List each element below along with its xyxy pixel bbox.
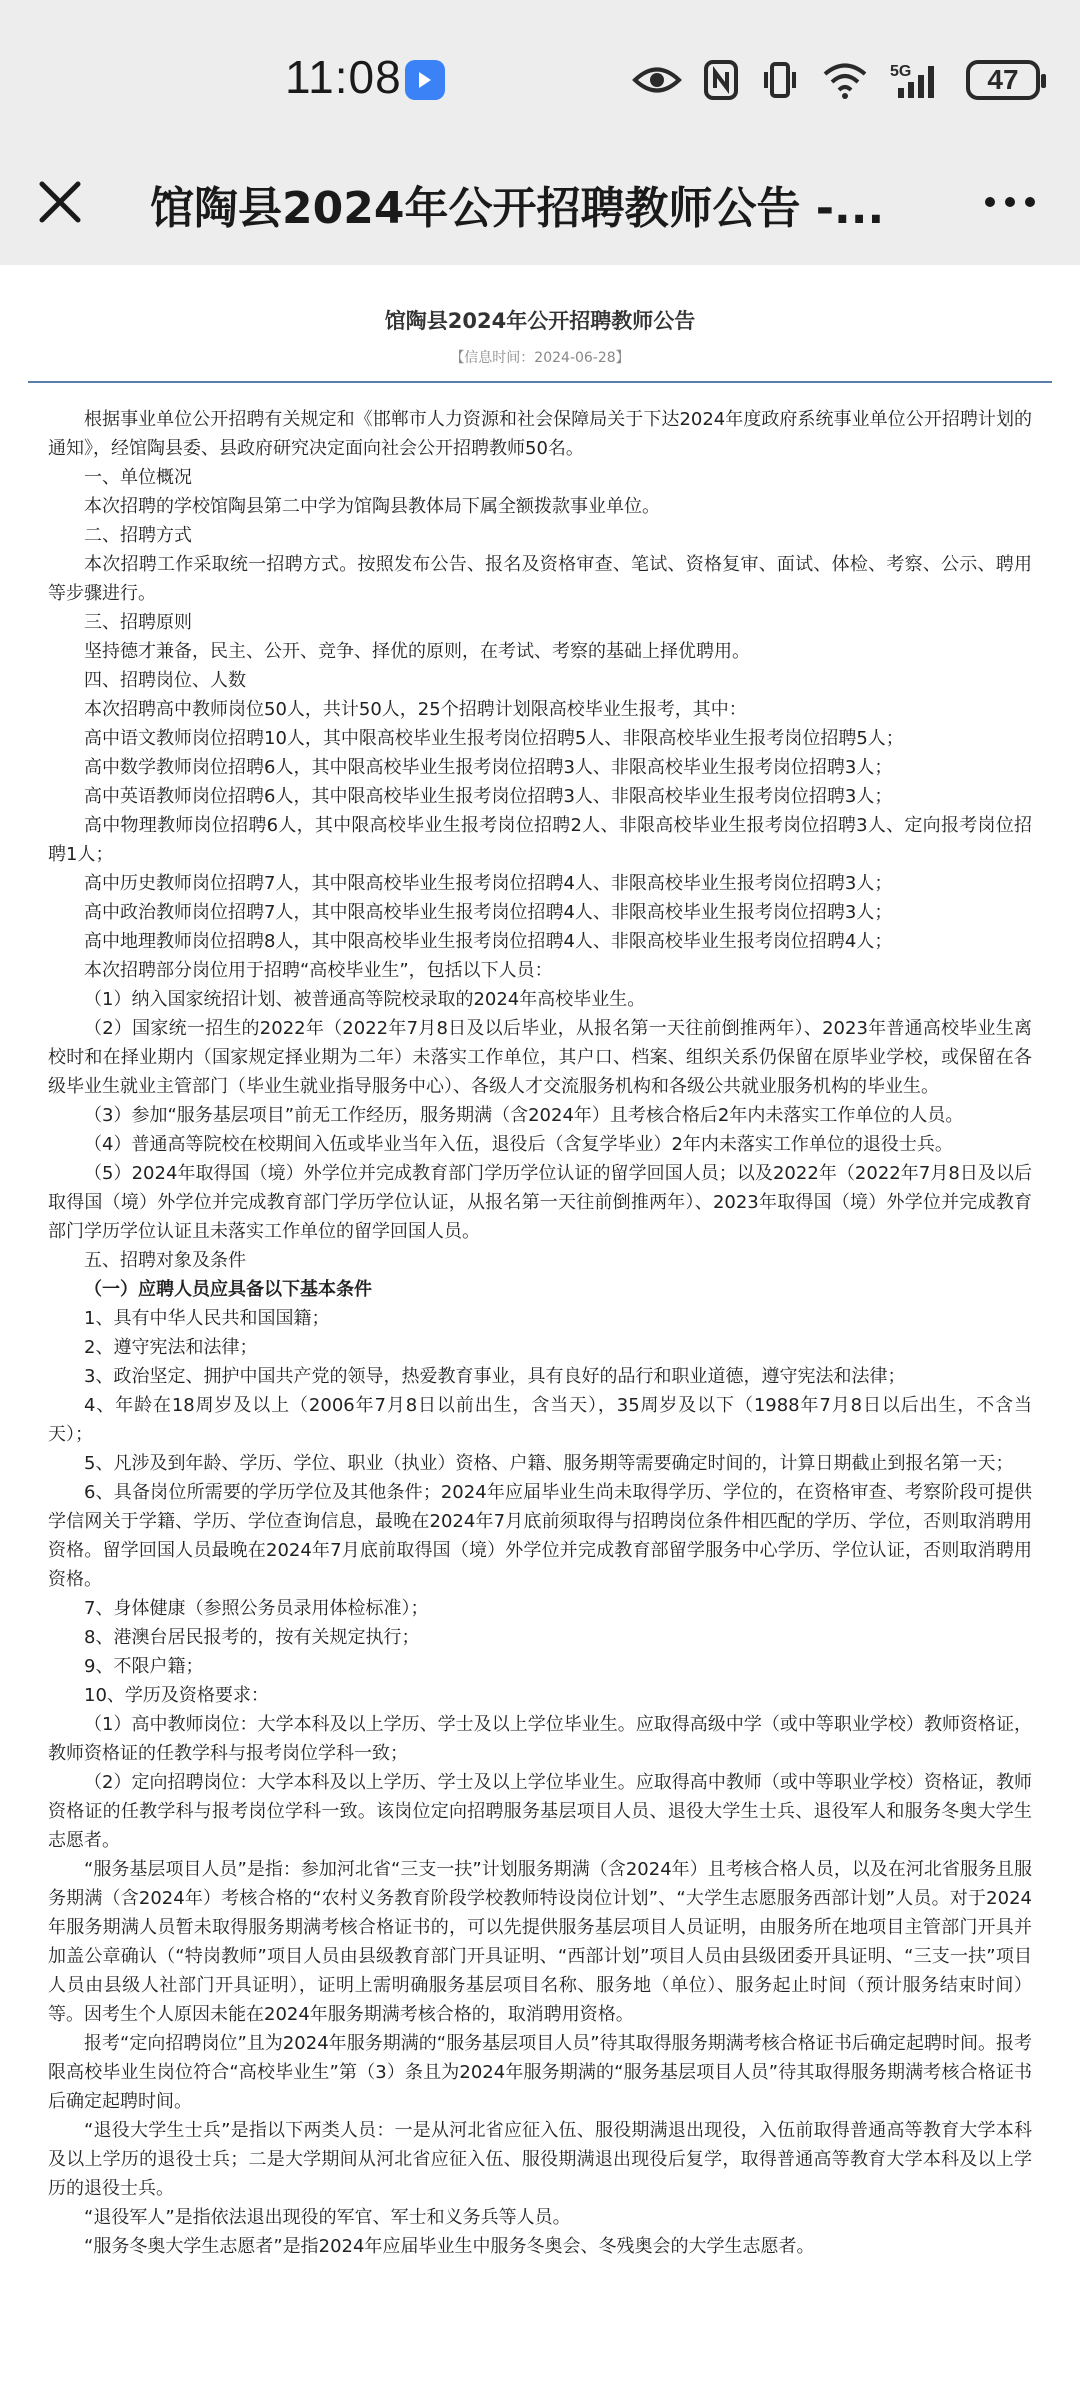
article-paragraph: 高中地理教师岗位招聘8人，其中限高校毕业生报考岗位招聘4人、非限高校毕业生报考岗位招聘4人； — [84, 931, 893, 952]
article-paragraph: 9、不限户籍； — [84, 1656, 204, 1677]
article-paragraph: 三、招聘原则 — [84, 612, 192, 633]
article-paragraph: 本次招聘部分岗位用于招聘“高校毕业生”，包括以下人员： — [84, 960, 553, 981]
article-paragraph: 7、身体健康（参照公务员录用体检标准）； — [84, 1598, 429, 1619]
article-paragraph: 10、学历及资格要求： — [84, 1685, 269, 1706]
article-paragraph: 8、港澳台居民报考的，按有关规定执行； — [84, 1627, 420, 1648]
article-paragraph: 五、招聘对象及条件 — [84, 1250, 246, 1271]
article-paragraph: 四、招聘岗位、人数 — [84, 670, 246, 691]
battery-indicator: 47 — [966, 60, 1040, 100]
article-paragraph: “服务冬奥大学生志愿者”是指2024年应届毕业生中服务冬奥会、冬残奥会的大学生志愿者。 — [84, 2236, 815, 2257]
article-paragraph: 高中物理教师岗位招聘6人，其中限高校毕业生报考岗位招聘2人、非限高校毕业生报考岗位招聘3人、定向报考岗位招聘1人； — [48, 815, 1032, 865]
article-paragraph: 高中英语教师岗位招聘6人，其中限高校毕业生报考岗位招聘3人、非限高校毕业生报考岗位招聘3人； — [84, 786, 893, 807]
article-paragraph: 1、具有中华人民共和国国籍； — [84, 1308, 330, 1329]
close-button[interactable] — [30, 172, 90, 232]
app-notification-icon — [405, 60, 445, 100]
article-paragraph: （3）参加“服务基层项目”前无工作经历，服务期满（含2024年）且考核合格后2年内未落实工作单位的人员。 — [84, 1105, 964, 1126]
article-paragraph: 本次招聘高中教师岗位50人，共计50人，25个招聘计划限高校毕业生报考，其中： — [84, 699, 747, 720]
close-icon — [30, 172, 90, 232]
article-date: 【信息时间：2024-06-28】 — [450, 350, 630, 366]
article-paragraph: （2）定向招聘岗位：大学本科及以上学历、学士及以上学位毕业生。应取得高中教师（或中等职业学校）资格证，教师资格证的任教学科与报考岗位学科一致。该岗位定向招聘服务基层项目人员、退役大学生士兵、退役军人和服务冬奥大学生志愿者。 — [48, 1772, 1032, 1851]
more-icon — [980, 182, 1040, 222]
vibrate-icon — [760, 60, 800, 100]
article-paragraph: 高中历史教师岗位招聘7人，其中限高校毕业生报考岗位招聘4人、非限高校毕业生报考岗位招聘3人； — [84, 873, 893, 894]
article-paragraph: 4、年龄在18周岁及以上（2006年7月8日以前出生，含当天），35周岁及以下（1988年7月8日以后出生，不含当天）； — [48, 1395, 1032, 1445]
article-paragraph: 高中政治教师岗位招聘7人，其中限高校毕业生报考岗位招聘4人、非限高校毕业生报考岗位招聘3人； — [84, 902, 893, 923]
article-paragraph: “退役军人”是指依法退出现役的军官、军士和义务兵等人员。 — [84, 2207, 571, 2228]
article-paragraph: 二、招聘方式 — [84, 525, 192, 546]
status-bar — [0, 0, 1080, 150]
article-paragraph: “服务基层项目人员”是指：参加河北省“三支一扶”计划服务期满（含2024年）且考核合格人员，以及在河北省服务且服务期满（含2024年）考核合格的“农村义务教育阶段学校教师特设岗位计划”、“大学生志愿服务西部计划”人员。对于2024年服务期满人员暂未取得服务期满考核合格证书的，可以先提供服务基层项目人员证明，由服务所在地项目主管部门开具并加盖公章确认（“特岗教师”项目人员由县级教育部门开具证明、“西部计划”项目人员由县级团委开具证明、“三支一扶”项目人员由县级人社部门开具证明），证明上需明确服务基层项目名称、服务地（单位）、服务起止时间（预计服务结束时间）等。因考生个人原因未能在2024年服务期满考核合格的，取消聘用资格。 — [48, 1859, 1032, 2025]
article-paragraph: 报考“定向招聘岗位”且为2024年服务期满的“服务基层项目人员”待其取得服务期满考核合格证书后确定起聘时间。报考限高校毕业生岗位符合“高校毕业生”第（3）条且为2024年服务期满的“服务基层项目人员”待其取得服务期满考核合格证书后确定起聘时间。 — [48, 2033, 1032, 2112]
nfc-icon — [704, 60, 738, 100]
more-button[interactable] — [980, 182, 1040, 222]
article-paragraph: 6、具备岗位所需要的学历学位及其他条件；2024年应届毕业生尚未取得学历、学位的，在资格审查、考察阶段可提供学信网关于学籍、学历、学位查询信息，最晚在2024年7月底前须取得与招聘岗位条件相匹配的学历、学位，否则取消聘用资格。留学回国人员最晚在2024年7月底前取得国（境）外学位并完成教育部留学服务中心学历、学位认证，否则取消聘用资格。 — [48, 1482, 1032, 1590]
wifi-icon — [822, 61, 868, 99]
svg-text:5G: 5G — [890, 63, 912, 80]
article-paragraph: （1）纳入国家统招计划、被普通高等院校录取的2024年高校毕业生。 — [84, 989, 646, 1010]
page-title: 馆陶县2024年公开招聘教师公告 -... — [150, 183, 885, 234]
article-paragraph: 2、遵守宪法和法律； — [84, 1337, 258, 1358]
article-paragraph: “退役大学生士兵”是指以下两类人员：一是从河北省应征入伍、服役期满退出现役，入伍前取得普通高等教育大学本科及以上学历的退役士兵；二是大学期间从河北省应征入伍、服役期满退出现役后复学，取得普通高等教育大学本科及以上学历的退役士兵。 — [48, 2120, 1032, 2199]
cellular-5g-icon — [890, 60, 944, 100]
article-paragraph: （5）2024年取得国（境）外学位并完成教育部门学历学位认证的留学回国人员；以及2022年（2022年7月8日及以后取得国（境）外学位并完成教育部门学历学位认证，从报名第一天往前倒推两年）、2023年取得国（境）外学位并完成教育部门学历学位认证且未落实工作单位的留学回国人员。 — [48, 1163, 1032, 1242]
status-icons — [632, 56, 1040, 104]
article-paragraph: 本次招聘的学校馆陶县第二中学为馆陶县教体局下属全额拨款事业单位。 — [84, 496, 660, 517]
article-paragraph: （2）国家统一招生的2022年（2022年7月8日及以后毕业，从报名第一天往前倒推两年）、2023年普通高校毕业生离校时和在择业期内（国家规定择业期为二年）未落实工作单位，其户口、档案、组织关系仍保留在原毕业学校，或保留在各级毕业生就业主管部门（毕业生就业指导服务中心）、各级人才交流服务机构和各级公共就业服务机构的毕业生。 — [48, 1018, 1032, 1097]
article-paragraph: （一）应聘人员应具备以下基本条件 — [84, 1279, 372, 1300]
article-paragraph: 高中语文教师岗位招聘10人，其中限高校毕业生报考岗位招聘5人、非限高校毕业生报考岗位招聘5人； — [84, 728, 904, 749]
article-paragraph: 坚持德才兼备，民主、公开、竞争、择优的原则，在考试、考察的基础上择优聘用。 — [84, 641, 750, 662]
article-content[interactable] — [0, 265, 1080, 2400]
eye-icon — [632, 63, 682, 97]
article-paragraph: （1）高中教师岗位：大学本科及以上学历、学士及以上学位毕业生。应取得高级中学（或中等职业学校）教师资格证，教师资格证的任教学科与报考岗位学科一致； — [48, 1714, 1032, 1764]
article-paragraph: 本次招聘工作采取统一招聘方式。按照发布公告、报名及资格审查、笔试、资格复审、面试、体检、考察、公示、聘用等步骤进行。 — [48, 554, 1032, 604]
article-paragraph: 高中数学教师岗位招聘6人，其中限高校毕业生报考岗位招聘3人、非限高校毕业生报考岗位招聘3人； — [84, 757, 893, 778]
article-title: 馆陶县2024年公开招聘教师公告 — [384, 309, 696, 333]
article-paragraph: 一、单位概况 — [84, 467, 192, 488]
article-paragraph: 根据事业单位公开招聘有关规定和《邯郸市人力资源和社会保障局关于下达2024年度政府系统事业单位公开招聘计划的通知》，经馆陶县委、县政府研究决定面向社会公开招聘教师50名。 — [48, 409, 1032, 459]
article-paragraph: 5、凡涉及到年龄、学历、学位、职业（执业）资格、户籍、服务期等需要确定时间的，计算日期截止到报名第一天； — [84, 1453, 1014, 1474]
article-body — [0, 383, 1080, 2261]
nav-bar — [0, 150, 1080, 265]
article-paragraph: 3、政治坚定、拥护中国共产党的领导，热爱教育事业，具有良好的品行和职业道德，遵守宪法和法律； — [84, 1366, 906, 1387]
status-time: 11:08 — [285, 51, 402, 103]
article-paragraph: （4）普通高等院校在校期间入伍或毕业当年入伍，退役后（含复学毕业）2年内未落实工作单位的退役士兵。 — [84, 1134, 953, 1155]
